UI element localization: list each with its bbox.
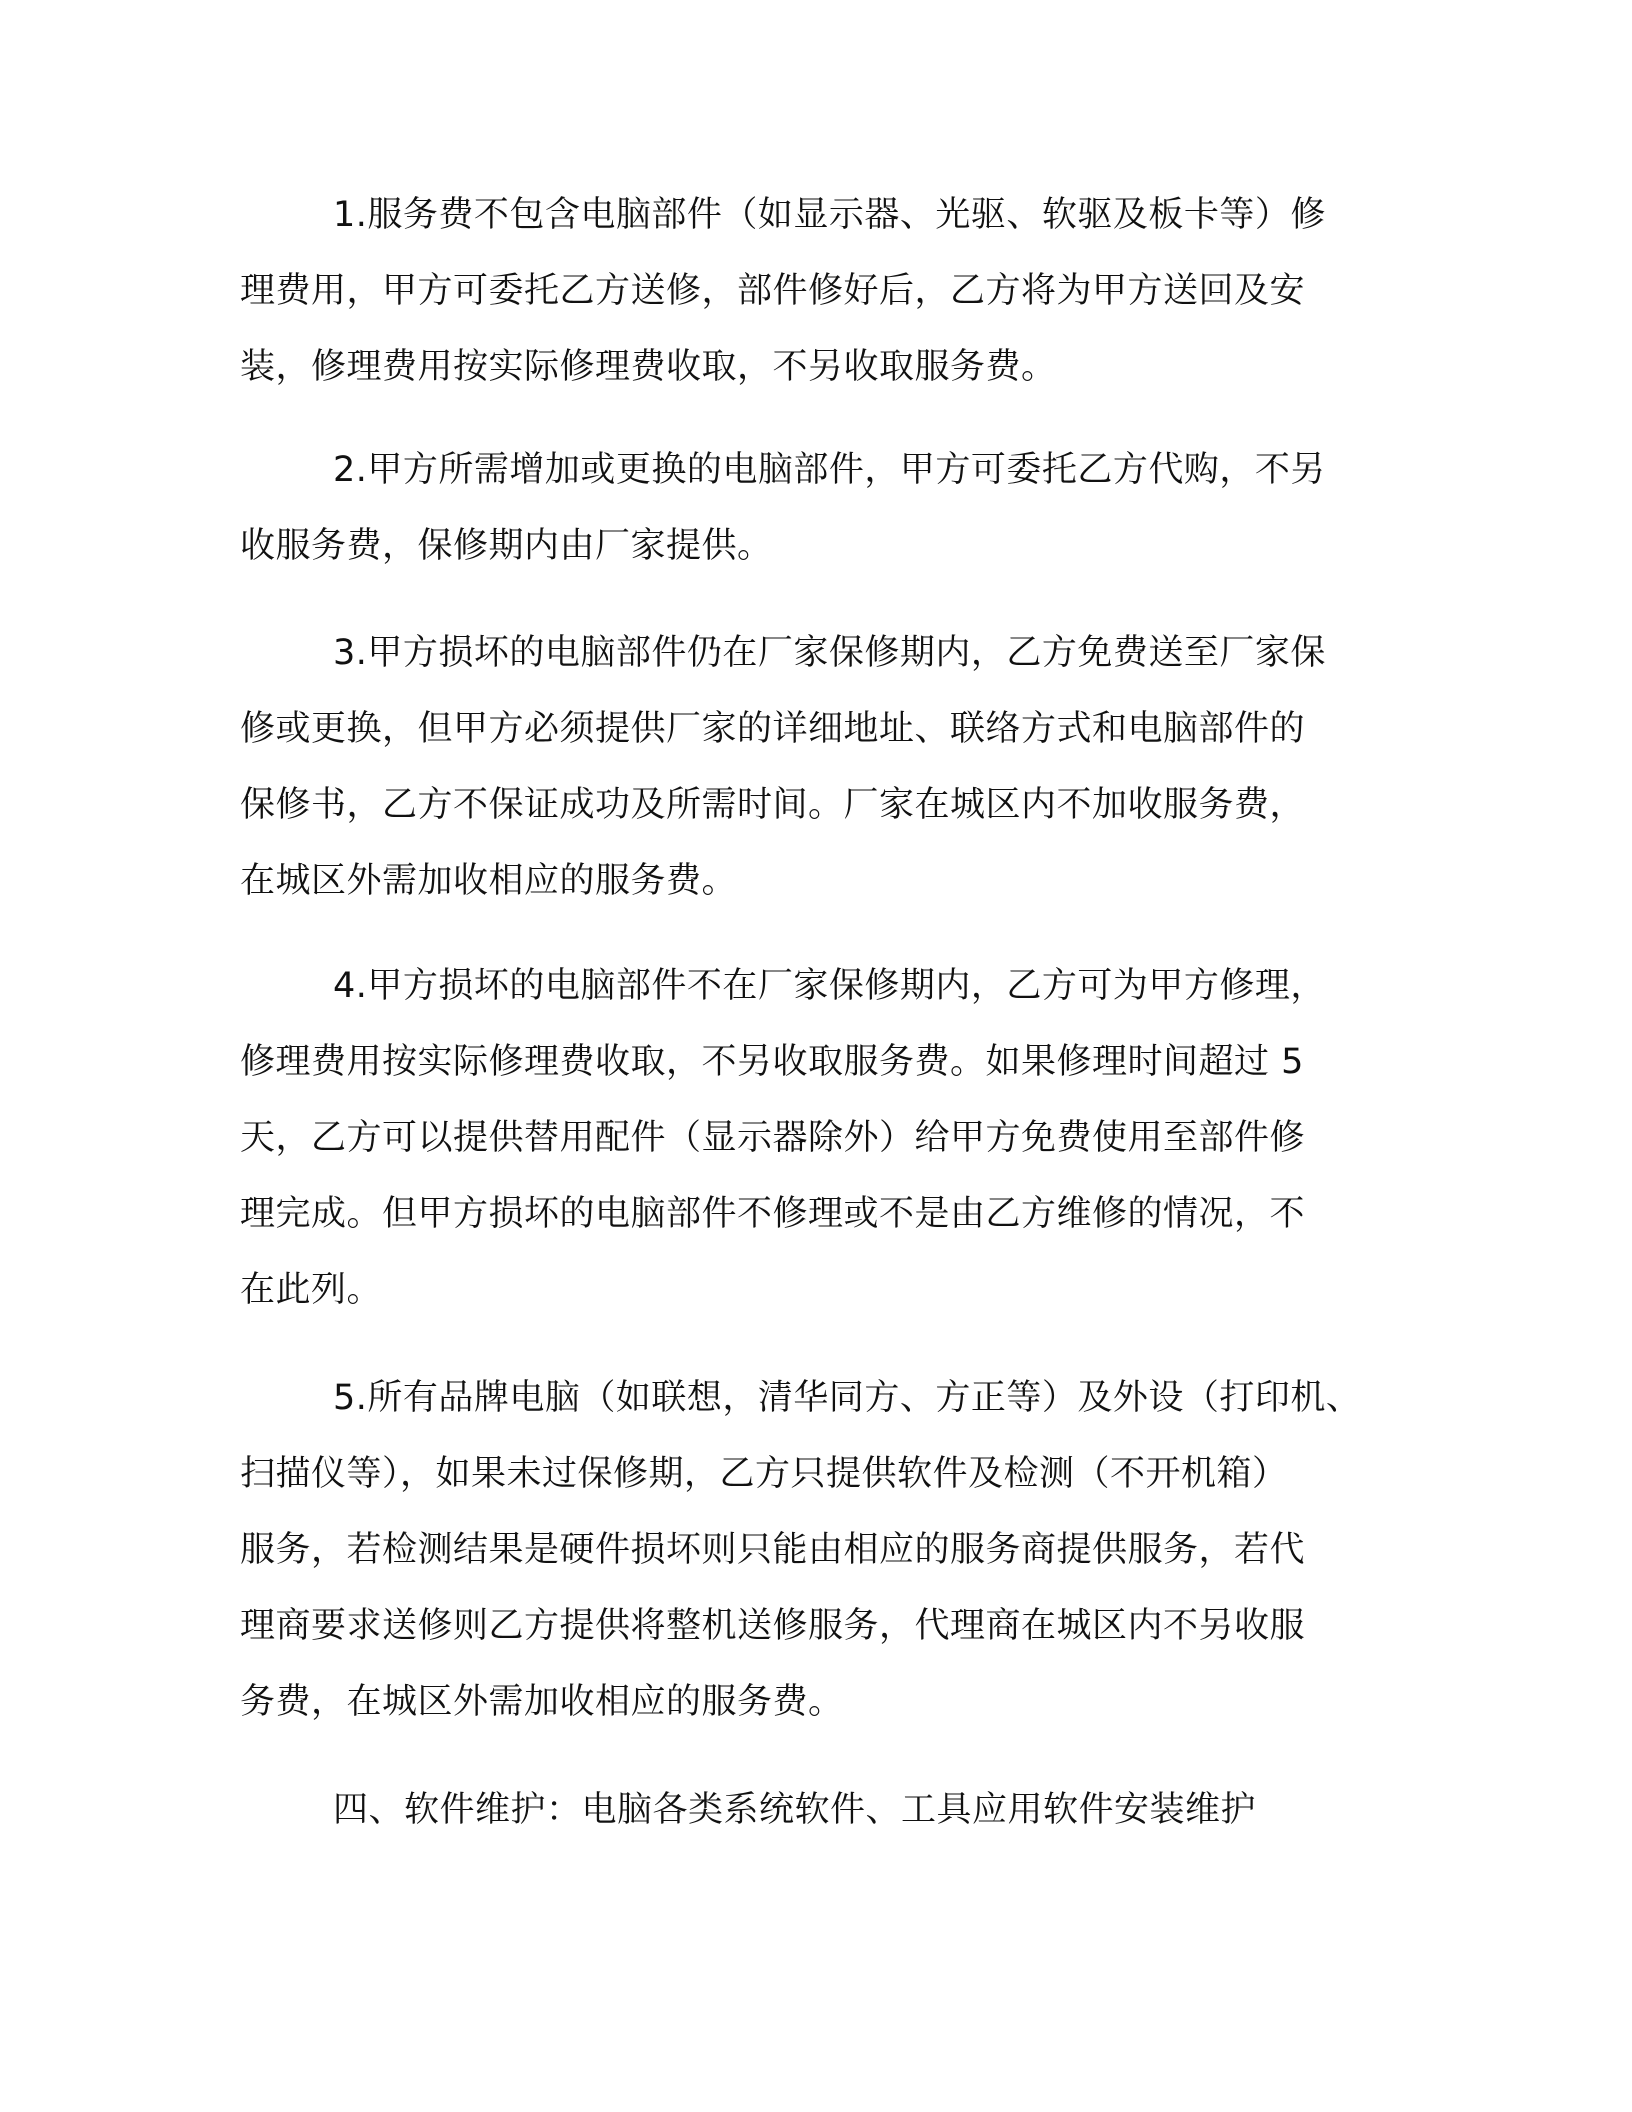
clause-4-line: 4.甲方损坏的电脑部件不在厂家保修期内，乙方可为甲方修理， xyxy=(333,966,1326,1006)
clause-4-paragraph xyxy=(240,948,1400,1328)
section-4-heading xyxy=(240,1772,1400,1848)
clause-3-line: 保修书，乙方不保证成功及所需时间。厂家在城区内不加收服务费， xyxy=(240,785,1306,825)
clause-5-line: 5.所有品牌电脑（如联想，清华同方、方正等）及外设（打印机、 xyxy=(333,1378,1362,1418)
clause-4-line: 天，乙方可以提供替用配件（显示器除外）给甲方免费使用至部件修 xyxy=(240,1118,1306,1158)
clause-2-line: 收服务费，保修期内由厂家提供。 xyxy=(240,526,773,566)
clause-1-line: 装，修理费用按实际修理费收取，不另收取服务费。 xyxy=(240,347,1057,387)
clause-2-paragraph xyxy=(240,432,1400,584)
clause-2-line: 2.甲方所需增加或更换的电脑部件，甲方可委托乙方代购，不另 xyxy=(333,450,1326,490)
clause-5-line: 服务，若检测结果是硬件损坏则只能由相应的服务商提供服务，若代 xyxy=(240,1530,1306,1570)
section-4-line: 四、软件维护：电脑各类系统软件、工具应用软件安装维护 xyxy=(333,1790,1257,1830)
clause-1-line: 1.服务费不包含电脑部件（如显示器、光驱、软驱及板卡等）修 xyxy=(333,195,1326,235)
clause-1-paragraph xyxy=(240,177,1400,405)
clause-3-line: 修或更换，但甲方必须提供厂家的详细地址、联络方式和电脑部件的 xyxy=(240,709,1306,749)
clause-4-line: 修理费用按实际修理费收取，不另收取服务费。如果修理时间超过 5 xyxy=(240,1042,1304,1082)
clause-5-line: 务费，在城区外需加收相应的服务费。 xyxy=(240,1682,844,1722)
clause-5-line: 理商要求送修则乙方提供将整机送修服务，代理商在城区内不另收服 xyxy=(240,1606,1306,1646)
clause-3-paragraph xyxy=(240,615,1400,919)
clause-3-line: 在城区外需加收相应的服务费。 xyxy=(240,861,738,901)
clause-5-paragraph xyxy=(240,1360,1400,1740)
clause-3-line: 3.甲方损坏的电脑部件仍在厂家保修期内，乙方免费送至厂家保 xyxy=(333,633,1326,673)
clause-1-line: 理费用，甲方可委托乙方送修，部件修好后，乙方将为甲方送回及安 xyxy=(240,271,1306,311)
clause-4-line: 在此列。 xyxy=(240,1270,383,1310)
clause-5-line: 扫描仪等），如果未过保修期，乙方只提供软件及检测（不开机箱） xyxy=(240,1454,1288,1494)
clause-4-line: 理完成。但甲方损坏的电脑部件不修理或不是由乙方维修的情况，不 xyxy=(240,1194,1306,1234)
